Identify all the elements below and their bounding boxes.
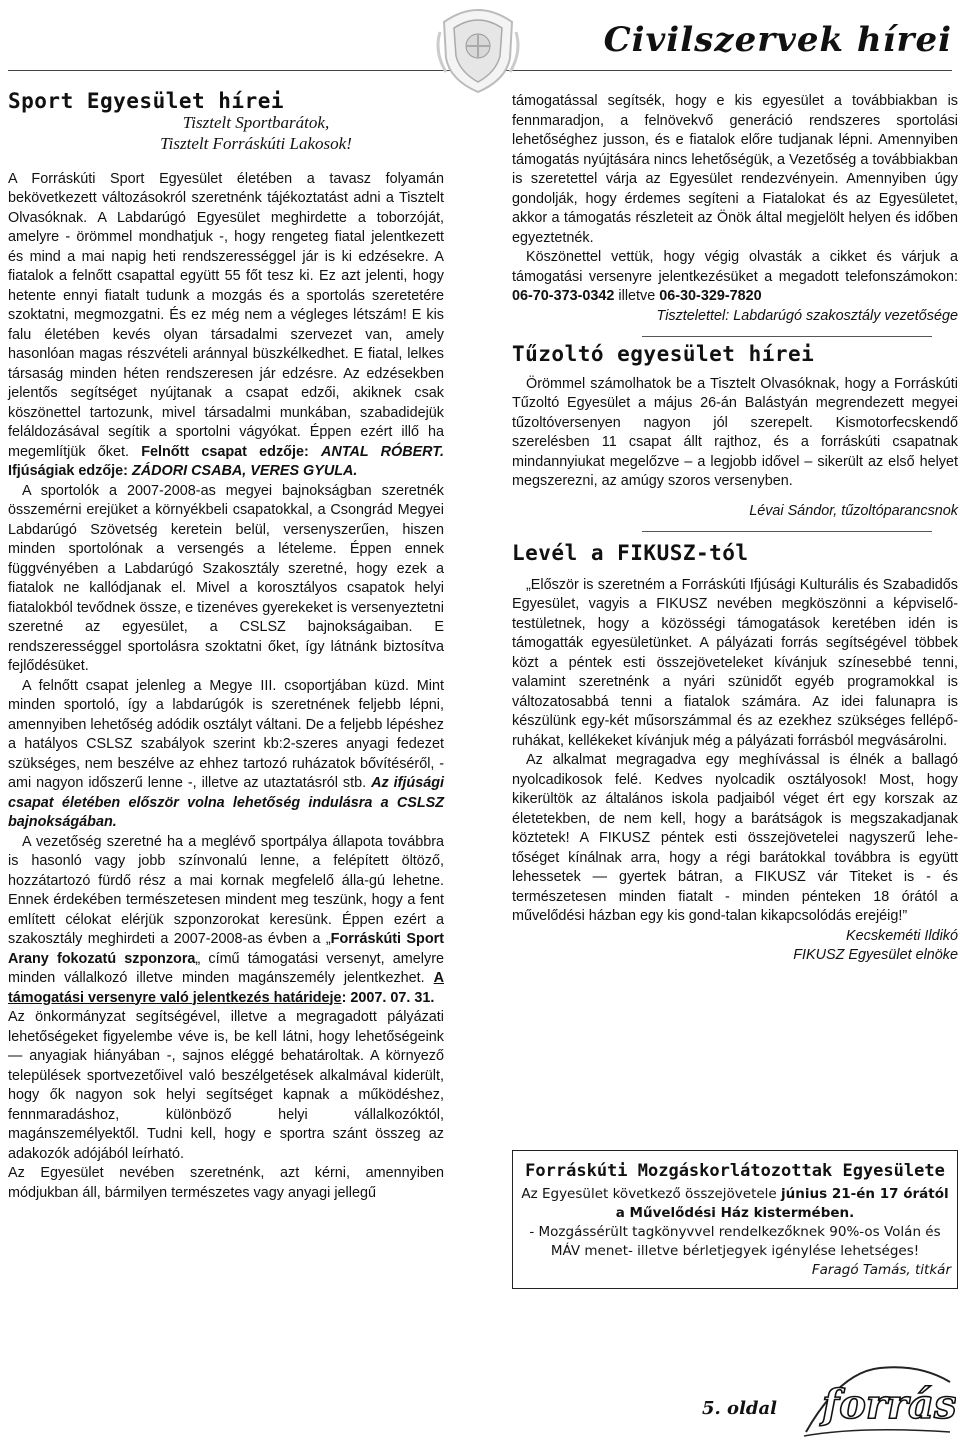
fire-article-title: Tűzoltó egyesület hírei (512, 342, 815, 366)
village-crest-icon (436, 2, 520, 94)
paragraph: Az Egyesület nevében szeretnénk, azt kérni, amennyiben módjukban áll, bármilyen természetes vagy anyagi jellegű (8, 1165, 444, 1201)
notice-line: Az Egyesület következő összejövetele június 21-én 17 órától a Művelődési Ház kistermében. (521, 1186, 949, 1221)
paragraph: Az alkalmat megragadva egy meghívással is élnék a ballagó nyolcadikosok felé. Kedves nyolcadik osztályosok! Most, hogy kikerültök az általános iskola padjaiból véget ért egy korszak az életetekben, de nem kell, hogy a barátságok is megszakadjanak köztetek! A FIKUSZ péntek esti összejövetelei nagyszerű lehe-tőséget kínálnak arra, hogy a régi barátokkal továbbra is együtt lehessetek — gyertek bátran, a FIKUSZ vár Titeket is - és természetesen minden fiatalt - minden pénteken 18 órától a művelődési házban egy kis gond-talan kikapcsolódás erejéig!” (512, 752, 958, 924)
notice-box (512, 1150, 958, 1289)
sport-article-title: Sport Egyesület hírei (8, 89, 285, 113)
paragraph: A sportolók a 2007-2008-as megyei bajnokságban szeretnék összemérni erejüket a környékbeli csapatokkal, a Csongrád Megyei Labdarúgó Szövetség keretein belül, versenyszerűen, hiszen minden sportolónak a versengés a lételeme. Éppen ennek függvényében a Labdarúgó Szakosztály szeretné, hogy ezek a fiatalok ne kallódjanak el. Mivel a korosztályos csapatok helyi fiatalokból tevődnek össze, e tizenéves gyerekeket is versenyeztetni szeretné az egyesület, a CSLSZ bajnokságaiban. E rendszerességgel sportolásra szoktatni őket, így látnánk biztosítva fejlődésüket. (8, 482, 444, 674)
signature: Lévai Sándor, tűzoltóparancsnok (749, 502, 958, 519)
signature: FIKUSZ Egyesület elnöke (793, 947, 958, 963)
paragraph: A felnőtt csapat jelenleg a Megye III. csoportjában küzd. Mint minden sportoló, így a labdarúgók is szeretnének feljebb lépni, amennyiben lehetőség adódik osztályt váltani. De a feljebb lépéshez a hatályos CSLSZ szabályok szerint kb:2-szeres anyagi fedezet szükséges, nem beszélve az ehhez tartozó ruházatok bővítéséről, - ami nagyon időszerű lenne -, illetve az utaztatásról stb. Az ifjúsági csapat életében először volna lehetőség indulásra a CSLSZ bajnokságában. (8, 677, 445, 830)
logo-text: forrás (822, 1381, 956, 1428)
signature: Faragó Tamás, titkár (811, 1262, 951, 1278)
signature: Kecskeméti Ildikó (846, 927, 958, 944)
fikusz-article-title: Levél a FIKUSZ-tól (512, 541, 749, 565)
signature: Tisztelettel: Labdarúgó szakosztály vezetősége (656, 307, 958, 324)
forras-logo-icon (800, 1362, 956, 1442)
paragraph: A Forráskúti Sport Egyesület életében a tavasz folyamán bekövetkezett változásokról szeretnénk tájékoztatást adni a Tisztelt Olvasóknak. A Labdarúgó Egyesület meghirdette a toborzóját, amelyre - örömmel mondhatjuk -, hogy rengeteg fiatal jelentkezett és mind a mai napig heti rendszerességgel jár is ki edzésekre. A fiatalok a felnőtt csapattal együtt 55 főt tesz ki. Ez azt jelenti, hogy hetente ennyi fiatalt tudunk a mozgás és a sportolás szeretetére szoktatni, megmozgatni. És ez még nem a végleges létszám! E kis falu életében kevés olyan társadalmi szervezet van, amely hasonlóan magas részvételi aránnyal büszkélkedhet. E fiatal, lelkes társaság minden héten rendszeresen jár edzésre. Az edzésekben jelentős segítséget nyújtanak a csapat edzői, akiknek csak köszönettel tartozunk, mivel társadalmi munkában, szabadidejük feláldozásával segítik a sportolni vágyókat. Éppen ezért illő ha megemlítjük őket. Felnőtt csapat edzője: ANTAL RÓBERT. Ifjúságiak edzője: ZÁDORI CSABA, VERES GYULA. (8, 170, 445, 479)
left-column (8, 89, 445, 1203)
paragraph: támogatással segítsék, hogy e kis egyesület a továbbiakban is fennmaradjon, a felnövekvő generáció rendszeres sportolási lehetőséghez jusson, és e fiatalok előre tudjanak lépni. Amennyiben támogatás nyújtására nincs lehetőségük, a Vezetőség a továbbiakban is szeretettel várja az Egyesület rendezvényein. Amennyiben úgy gondolják, hogy érdemes segíteni a Fiatalokat és az Egyesületet, akkor a támogatás részleteit az Önök által megjelölt helyen és időben egyeztetnék. (512, 93, 958, 246)
paragraph: Köszönettel vettük, hogy végig olvasták a cikket és várjuk a támogatási versenyre jelentkezésüket a megadott telefonszámokon: 06-70-373-0342 illetve 06-30-329-7820 (512, 249, 958, 304)
divider (642, 531, 932, 532)
paragraph: A vezetőség szeretné ha a meglévő sportpálya állapota továbbra is hasonló vagy jobb színvonalú lenne, a felépített öltöző, hozzátartozó fürdő rész a mai kornak megfelelő álla-gú lehetne. Ennek érdekében természetesen mindent meg teszünk, hogy a fent említett célokat elérjük szponzorokat keresünk. Éppen ezért a szakosztály meghirdeti a 2007-2008-as évben a „Forráskúti Sport Arany fokozatú szponzora„ című támogatási versenyt, amelyre minden vállalkozó illetve minden magánszemély jelentkezhet. A támogatási versenyre való jelentkezés határideje: 2007. 07. 31. (8, 833, 445, 1006)
paragraph: „Először is szeretném a Forráskúti Ifjúsági Kulturális és Szabadidős Egyesület, vagyis a FIKUSZ nevében megköszönni a képviselő-testületnek, hogy a közösségi támogatások keretében idén is támogatták egyesületünket. A pályázati forrás segítségével többek közt a péntek esti összejöveteleket kívánjuk színesebbé tenni, valamint szeretnénk a nyári szünidőt egyéb programokkal is változatosabbá tenni a fiatalok számára. Az idei falunapra is készülünk egy-két műsorszámmal és az ezekhez szükséges fellépő-ruhákat, kellékeket kívánjuk még a pályázati forrásból megvásárolni. (512, 576, 958, 749)
salutation-line: Tisztelt Sportbarátok, (182, 112, 330, 132)
salutation-line: Tisztelt Forráskúti Lakosok! (160, 133, 352, 153)
section-title: Civilszervek hírei (603, 20, 952, 60)
right-column (512, 92, 958, 966)
page-number: 5. oldal (702, 1398, 777, 1419)
notice-line: - Mozgássérült tagkönyvvel rendelkezőknek 90%-os Volán és MÁV menet- illetve bérletjegyek igénylése lehetséges! (529, 1224, 941, 1259)
paragraph: Örömmel számolhatok be a Tisztelt Olvasóknak, hogy a Forráskúti Tűzoltó Egyesület a május 26-án Balástyán megrendezett megyei tűzoltóversenyen nagyon jól szerepelt. Kismotorfecskendő szerelésben 11 csapat állt rajthoz, és a forráskúti csapatnak mindannyiukat megelőzve – a legjobb idővel – sikerült az első helyet megszerezni, az amúgy szoros versenyben. (512, 375, 958, 489)
paragraph: Az önkormányzat segítségével, illetve a megragadott pályázati lehetőségeket figyelembe véve is, be kell látni, hogy lehetőségeink — anyagiak hiányában -, sajnos eléggé behatároltak. A környező települések sportvezetőivel való beszélgetések alkalmával kiderült, hogy ők nagyon sok helyi segítséget kapnak a működéshez, fennmaradáshoz, különböző helyi vállalkozóktól, magánszemélyektől. Tudni kell, hogy e sportra szánt összeg az adakozók adójából leírható. (8, 1009, 444, 1162)
salutation (68, 112, 444, 154)
divider (642, 336, 932, 337)
notice-title: Forráskúti Mozgáskorlátozottak Egyesülete (525, 1161, 945, 1181)
